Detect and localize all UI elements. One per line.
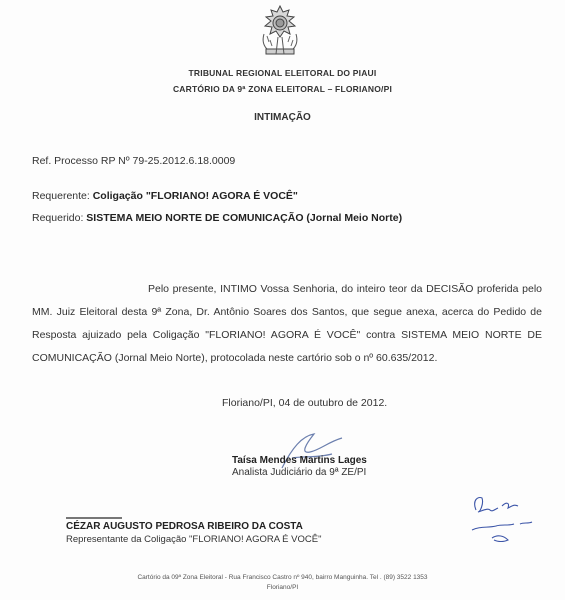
- requerente-label: Requerente:: [32, 190, 90, 202]
- requerido-value: SISTEMA MEIO NORTE DE COMUNICAÇÃO (Jornal Meio Norte): [86, 212, 403, 224]
- document-title: INTIMAÇÃO: [254, 112, 311, 123]
- footer-address: Cartório da 09ª Zona Eleitoral - Rua Francisco Castro nº 940, bairro Manguinha. Tel . (89) 3522 1353: [137, 574, 428, 581]
- recipient-role: Representante da Coligação "FLORIANO! AGORA É VOCÊ": [66, 534, 322, 545]
- process-reference: Ref. Processo RP Nº 79-25.2012.6.18.0009: [32, 155, 236, 167]
- intimation-paragraph: [32, 278, 542, 370]
- signatory-role: Analista Judiciário da 9ª ZE/PI: [232, 467, 367, 478]
- footer-city: Floriano/PI: [266, 584, 299, 591]
- requerente-line: [32, 190, 298, 202]
- requerido-line: [32, 212, 402, 224]
- handwritten-receipt-icon: [462, 488, 540, 550]
- signatory-name: Taísa Mendes Martins Lages: [232, 455, 367, 466]
- office-name: CARTÓRIO DA 9ª ZONA ELEITORAL – FLORIANO/PI: [172, 84, 393, 94]
- requerente-value: Coligação "FLORIANO! AGORA É VOCÊ": [92, 190, 298, 202]
- date-line: Floriano/PI, 04 de outubro de 2012.: [222, 397, 388, 409]
- recipient-name: CÉZAR AUGUSTO PEDROSA RIBEIRO DA COSTA: [66, 521, 303, 532]
- cut-off-label-icon: [66, 516, 124, 520]
- requerido-label: Requerido:: [32, 212, 84, 224]
- court-name: TRIBUNAL REGIONAL ELEITORAL DO PIAUI: [188, 68, 377, 78]
- coat-of-arms-icon: [258, 4, 302, 58]
- intimation-text: Pelo presente, INTIMO Vossa Senhoria, do inteiro teor da DECISÃO proferida pelo MM. Juiz Eleitoral desta 9ª Zona, Dr. Antônio Soares dos Santos, que segue anexa, acerca do Pedido de Resposta ajuizado pela Coligação "FLORIANO! AGORA É VOCÊ" contra SISTEMA MEIO NORTE DE COMUNICAÇÃO (Jornal Meio Norte), protocolada neste cartório sob o nº 60.635/2012.: [32, 283, 542, 364]
